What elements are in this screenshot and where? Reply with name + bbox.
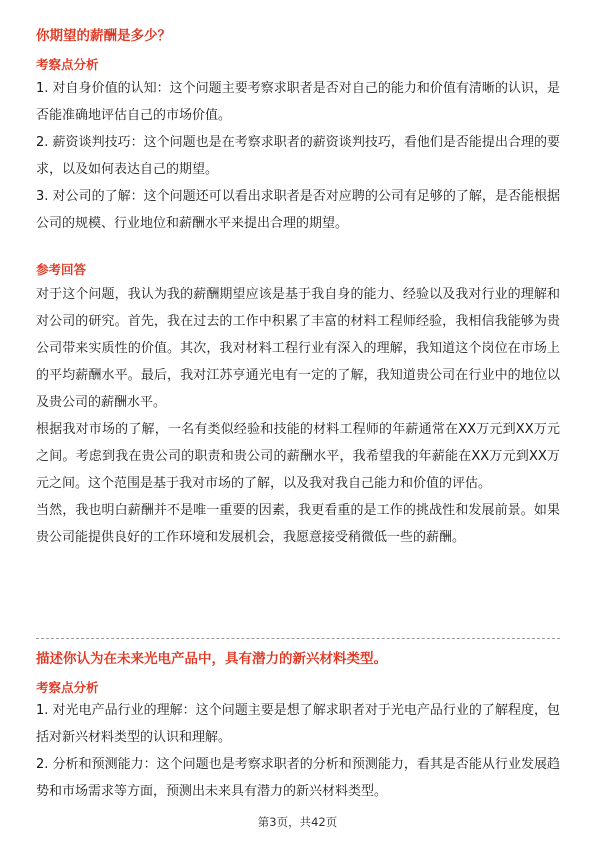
analysis-list: [36, 75, 560, 237]
analysis-item: 2. 薪资谈判技巧：这个问题也是在考察求职者的薪资谈判技巧，看他们是否能提出合理的要求，以及如何表达自己的期望。: [36, 135, 560, 177]
section-divider: [36, 638, 560, 639]
analysis-item: 1. 对光电产品行业的理解：这个问题主要是想了解求职者对于光电产品行业的了解程度，包括对新兴材料类型的认识和理解。: [36, 703, 560, 745]
answer-heading: 参考回答: [36, 262, 87, 277]
page-number: 第3页，共42页: [257, 815, 338, 829]
analysis-item: 3. 对公司的了解：这个问题还可以看出求职者是否对应聘的公司有足够的了解，是否能根据公司的规模、行业地位和薪酬水平来提出合理的期望。: [36, 189, 560, 231]
question-title: 描述你认为在未来光电产品中，具有潜力的新兴材料类型。: [36, 651, 387, 667]
answer-paragraph: 对于这个问题，我认为我的薪酬期望应该是基于我自身的能力、经验以及我对行业的理解和对公司的研究。首先，我在过去的工作中积累了丰富的材料工程师经验，我相信我能够为贵公司带来实质性的价值。其次，我对材料工程行业有深入的理解，我知道这个岗位在市场上的平均薪酬水平。最后，我对江苏亨通光电有一定的了解，我知道贵公司在行业中的地位以及贵公司的薪酬水平。: [36, 287, 560, 410]
analysis-list: [36, 697, 560, 805]
answer-paragraph: 根据我对市场的了解，一名有类似经验和技能的材料工程师的年薪通常在XX万元到XX万元之间。考虑到我在贵公司的职责和贵公司的薪酬水平，我希望我的年薪能在XX万元到XX万元之间。这个范围是基于我对市场的了解，以及我对我自己能力和价值的评估。: [36, 422, 560, 491]
analysis-item: 1. 对自身价值的认知：这个问题主要考察求职者是否对自己的能力和价值有清晰的认识，是否能准确地评估自己的市场价值。: [36, 81, 560, 123]
analysis-heading: 考察点分析: [36, 680, 99, 695]
answer-paragraph: 当然，我也明白薪酬并不是唯一重要的因素，我更看重的是工作的挑战性和发展前景。如果贵公司能提供良好的工作环境和发展机会，我愿意接受稍微低一些的薪酬。: [36, 503, 560, 545]
analysis-item: 2. 分析和预测能力：这个问题也是考察求职者的分析和预测能力，看其是否能从行业发展趋势和市场需求等方面，预测出未来具有潜力的新兴材料类型。: [36, 757, 560, 799]
answer-body: [36, 281, 560, 551]
question-title: 你期望的薪酬是多少？: [36, 28, 171, 44]
analysis-heading: 考察点分析: [36, 57, 99, 72]
